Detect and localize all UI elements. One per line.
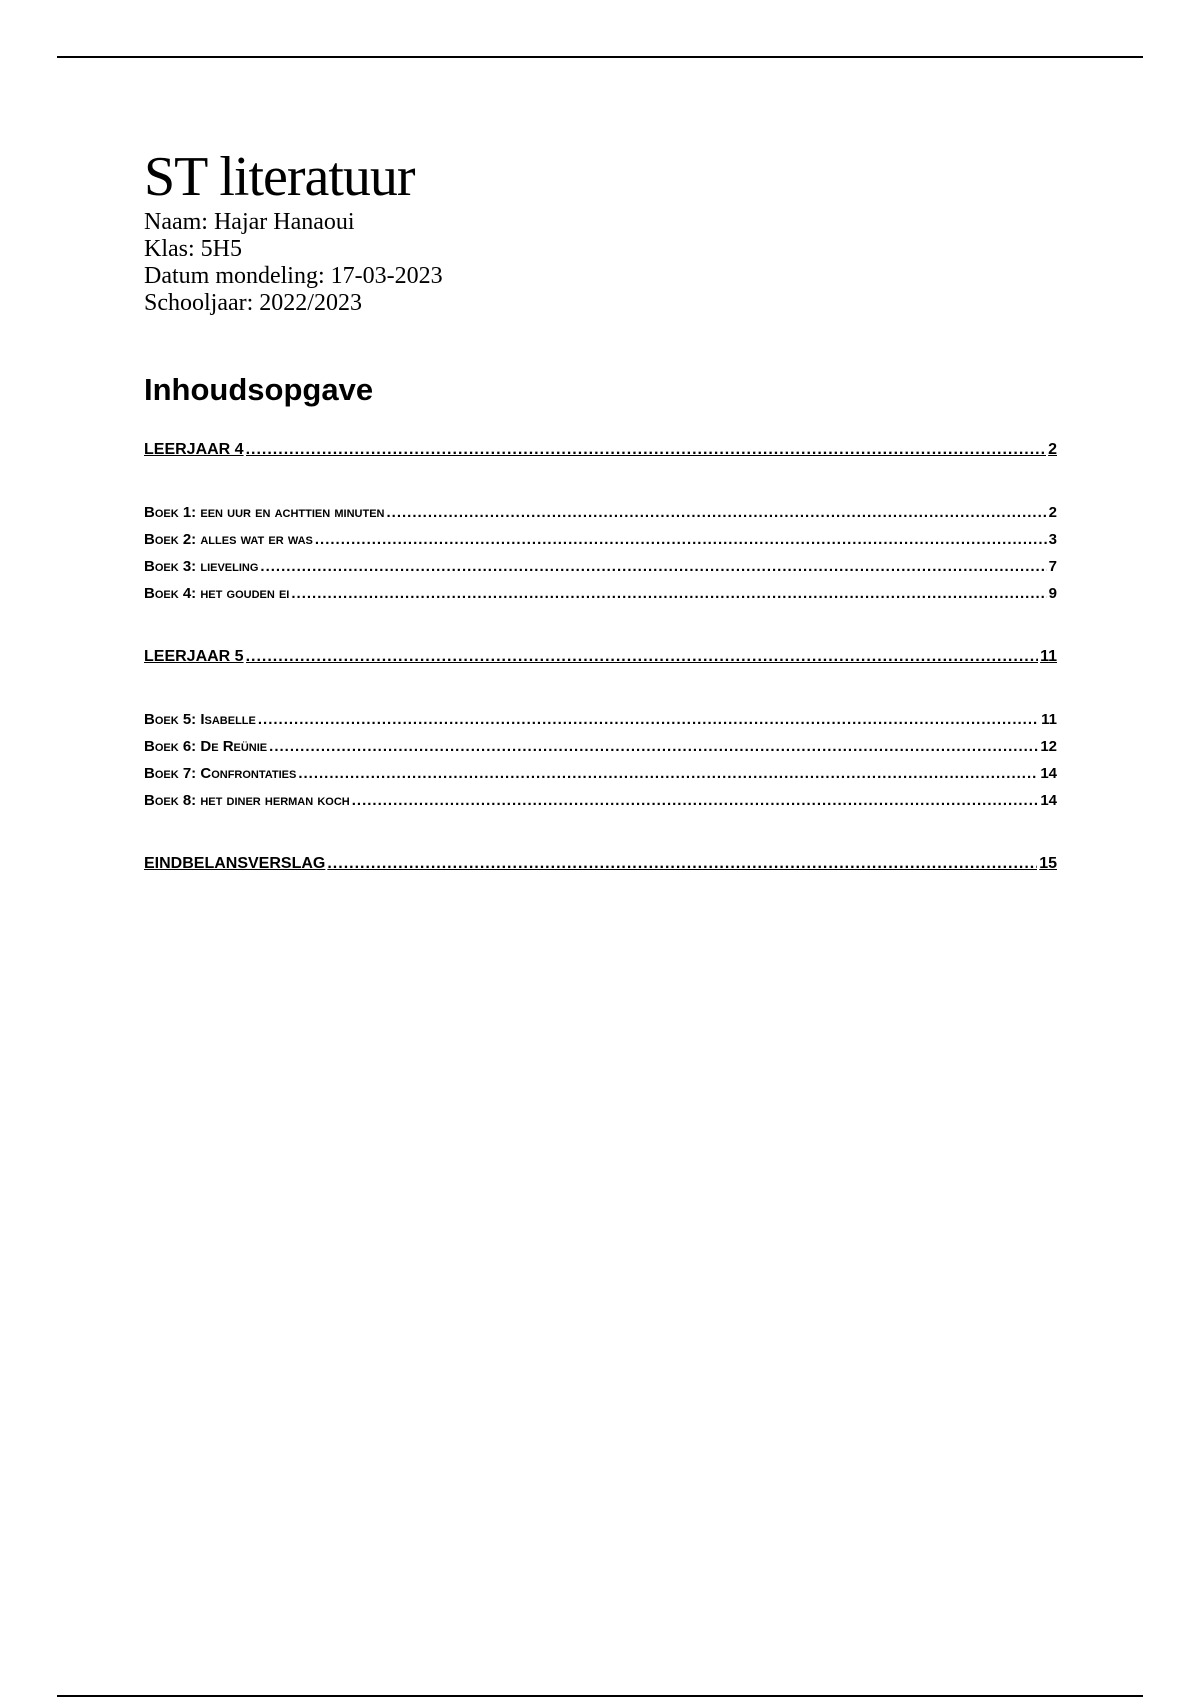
- toc-leader-dots: [246, 643, 1039, 670]
- toc-section-link[interactable]: [144, 436, 1057, 463]
- meta-name: Naam: Hajar Hanaoui: [144, 209, 355, 235]
- document-meta: [144, 209, 1057, 317]
- toc-entry-label: LEERJAAR 4: [144, 441, 244, 458]
- toc-entry-label: [144, 760, 296, 787]
- toc-entry-title: De Reünie: [200, 738, 268, 755]
- toc-page-number: 3: [1048, 531, 1057, 548]
- toc-leader-dots: [327, 850, 1037, 877]
- meta-class: Klas: 5H5: [144, 236, 242, 262]
- document-title: ST literatuur: [144, 146, 415, 208]
- toc-page-number: 9: [1048, 585, 1057, 602]
- toc-book-link[interactable]: [144, 787, 1057, 814]
- page-content: [144, 145, 1057, 877]
- toc-leader-dots: [386, 499, 1046, 526]
- toc-entry-prefix: Boek 5:: [144, 711, 197, 728]
- toc-entry-label: [144, 733, 267, 760]
- toc-entry-title: een uur en achttien minuten: [200, 504, 385, 521]
- toc-leader-dots: [352, 787, 1039, 814]
- toc-entry-title: alles wat er was: [200, 531, 313, 548]
- toc-page-number: 12: [1040, 738, 1057, 755]
- footer-rule: [57, 1695, 1143, 1697]
- toc-entry-prefix: Boek 8:: [144, 792, 197, 809]
- toc-leader-dots: [246, 436, 1047, 463]
- toc-page-number: 11: [1040, 648, 1057, 665]
- toc-page-number: 2: [1048, 441, 1057, 458]
- toc-book-link[interactable]: [144, 499, 1057, 526]
- toc-entry-label: [144, 580, 289, 607]
- toc-leader-dots: [315, 526, 1047, 553]
- toc-book-link[interactable]: [144, 733, 1057, 760]
- toc-entry-prefix: Boek 2:: [144, 531, 197, 548]
- toc-entry-title: Confrontaties: [200, 765, 297, 782]
- toc-leader-dots: [291, 580, 1046, 607]
- toc-entry-prefix: Boek 6:: [144, 738, 197, 755]
- toc-entry-prefix: Boek 1:: [144, 504, 197, 521]
- meta-date: Datum mondeling: 17-03-2023: [144, 263, 443, 289]
- toc-page-number: 14: [1040, 792, 1057, 809]
- toc-page-number: 15: [1039, 855, 1057, 872]
- toc-section-link[interactable]: [144, 850, 1057, 877]
- table-of-contents: [144, 436, 1057, 877]
- toc-page-number: 2: [1048, 504, 1057, 521]
- header-rule: [57, 56, 1143, 58]
- toc-heading: Inhoudsopgave: [144, 372, 374, 407]
- toc-page-number: 7: [1048, 558, 1057, 575]
- toc-book-link[interactable]: [144, 760, 1057, 787]
- toc-book-link[interactable]: [144, 706, 1057, 733]
- toc-entry-title: lieveling: [200, 558, 259, 575]
- toc-page-number: 11: [1041, 711, 1057, 728]
- toc-entry-prefix: Boek 3:: [144, 558, 197, 575]
- toc-section-link[interactable]: [144, 643, 1057, 670]
- toc-entry-label: EINDBELANSVERSLAG: [144, 855, 326, 872]
- toc-entry-title: het diner herman koch: [200, 792, 350, 809]
- toc-entry-label: [144, 706, 256, 733]
- toc-entry-label: [144, 526, 313, 553]
- toc-book-link[interactable]: [144, 580, 1057, 607]
- meta-schoolyear: Schooljaar: 2022/2023: [144, 290, 362, 316]
- toc-entry-title: Isabelle: [200, 711, 256, 728]
- toc-entry-label: LEERJAAR 5: [144, 648, 244, 665]
- toc-entry-label: [144, 553, 258, 580]
- toc-page-number: 14: [1040, 765, 1057, 782]
- toc-entry-prefix: Boek 4:: [144, 585, 197, 602]
- toc-entry-title: het gouden ei: [200, 585, 290, 602]
- toc-book-link[interactable]: [144, 553, 1057, 580]
- toc-book-link[interactable]: [144, 526, 1057, 553]
- toc-leader-dots: [258, 706, 1039, 733]
- toc-entry-label: [144, 499, 384, 526]
- toc-entry-prefix: Boek 7:: [144, 765, 197, 782]
- toc-leader-dots: [260, 553, 1046, 580]
- toc-leader-dots: [298, 760, 1038, 787]
- toc-entry-label: [144, 787, 350, 814]
- toc-leader-dots: [269, 733, 1038, 760]
